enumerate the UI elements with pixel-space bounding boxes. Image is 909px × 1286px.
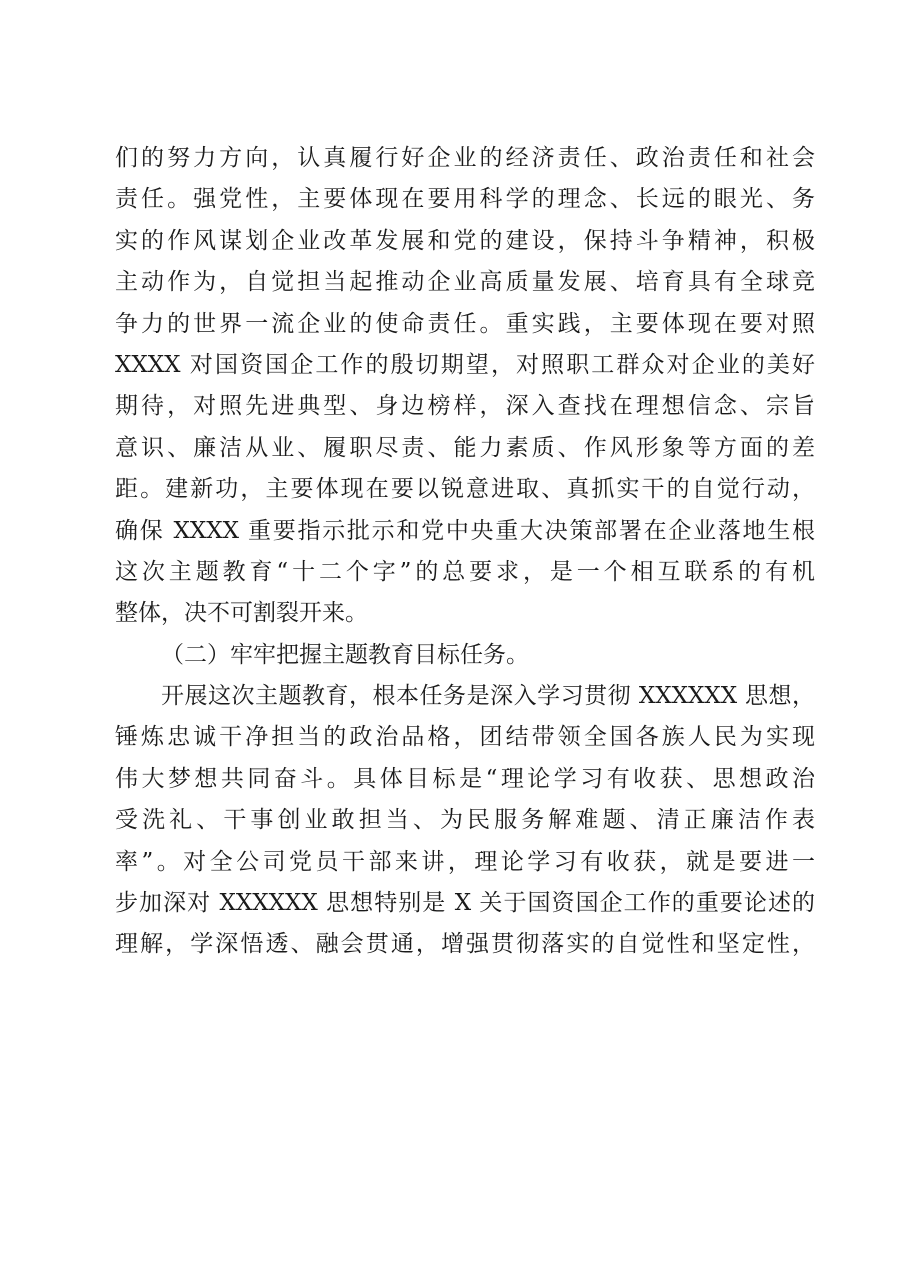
paragraph-line: 距。建新功，主要体现在要以锐意进取、真抓实干的自觉行动， <box>115 476 815 503</box>
document-body <box>115 138 815 966</box>
paragraph-line: 意识、廉洁从业、履职尽责、能力素质、作风形象等方面的差 <box>115 434 815 461</box>
paragraph-line: 理解，学深悟透、融会贯通，增强贯彻落实的自觉性和坚定性， <box>115 931 815 958</box>
paragraph-line: 实的作风谋划企业改革发展和党的建设，保持斗争精神，积极 <box>115 227 815 254</box>
paragraph-line: 期待，对照先进典型、身边榜样，深入查找在理想信念、宗旨 <box>115 393 815 420</box>
paragraph-2 <box>115 676 815 966</box>
paragraph-line: 责任。强党性，主要体现在要用科学的理念、长远的眼光、务 <box>115 186 815 213</box>
section-heading: （二）牢牢把握主题教育目标任务。 <box>161 641 529 668</box>
paragraph-line: 率”。对全公司党员干部来讲，理论学习有收获，就是要进一 <box>115 848 815 875</box>
paragraph-line: 主动作为，自觉担当起推动企业高质量发展、培育具有全球竞 <box>115 269 815 296</box>
paragraph-line: 伟大梦想共同奋斗。具体目标是“理论学习有收获、思想政治 <box>115 765 815 792</box>
paragraph-line: 步加深对 XXXXXX 思想特别是 X 关于国资国企工作的重要论述的 <box>115 890 815 917</box>
paragraph-line: XXXX 对国资国企工作的殷切期望，对照职工群众对企业的美好 <box>115 351 815 378</box>
paragraph-line: 开展这次主题教育，根本任务是深入学习贯彻 XXXXXX 思想， <box>161 683 815 710</box>
paragraph-line: 们的努力方向，认真履行好企业的经济责任、政治责任和社会 <box>115 145 815 171</box>
paragraph-1 <box>115 138 815 635</box>
paragraph-line: 确保 XXXX 重要指示批示和党中央重大决策部署在企业落地生根 <box>115 517 815 544</box>
paragraph-line: 整体，决不可割裂开来。 <box>115 600 368 627</box>
paragraph-line: 争力的世界一流企业的使命责任。重实践，主要体现在要对照 <box>115 310 815 337</box>
paragraph-line: 受洗礼、干事创业敢担当、为民服务解难题、清正廉洁作表 <box>115 807 815 834</box>
paragraph-line: 这次主题教育“十二个字”的总要求，是一个相互联系的有机 <box>115 558 815 585</box>
paragraph-line: 锤炼忠诚干净担当的政治品格，团结带领全国各族人民为实现 <box>115 724 815 751</box>
